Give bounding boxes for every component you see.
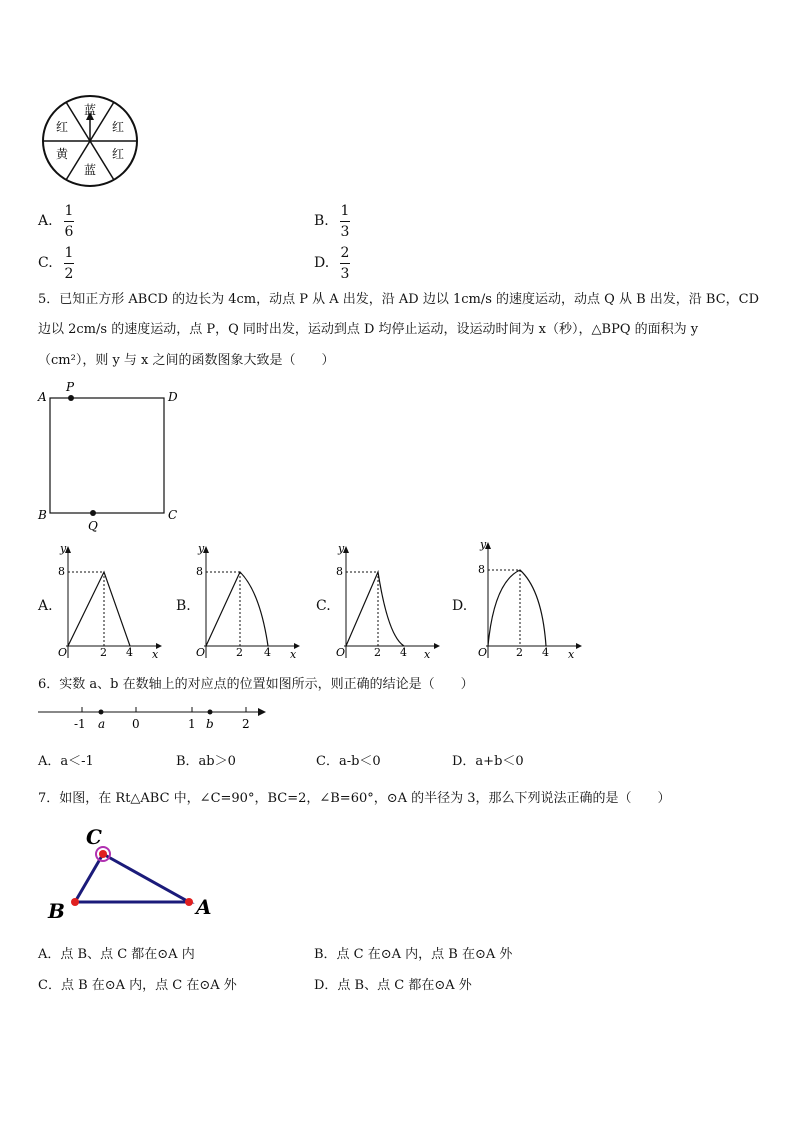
svg-text:O: O — [196, 646, 206, 659]
fraction — [64, 245, 74, 282]
denominator: 2 — [64, 266, 74, 282]
svg-text:O: O — [478, 646, 488, 659]
svg-text:x: x — [290, 648, 297, 661]
vertex-label-b: B — [38, 508, 47, 522]
svg-text:2: 2 — [516, 646, 523, 659]
svg-text:-1: -1 — [74, 717, 86, 731]
svg-text:2: 2 — [100, 646, 107, 659]
q6-stem: 6．实数 a、b 在数轴上的对应点的位置如图所示，则正确的结论是（ ） — [38, 677, 474, 692]
svg-text:8: 8 — [478, 563, 485, 576]
numerator: 1 — [340, 203, 350, 219]
svg-text:8: 8 — [196, 565, 203, 578]
sector-label: 黄 — [55, 147, 69, 161]
q5-stem-line3: （cm²），则 y 与 x 之间的函数图象大致是（ ） — [38, 353, 335, 368]
svg-text:2: 2 — [242, 717, 250, 731]
numerator: 1 — [64, 245, 74, 261]
option-letter: A. — [38, 213, 53, 229]
svg-text:8: 8 — [58, 565, 65, 578]
sector-label: 红 — [111, 147, 125, 161]
q7-stem: 7．如图，在 Rt△ABC 中，∠C=90°，BC=2，∠B=60°，⊙A 的半径为 3，那么下列说法正确的是（ ） — [38, 791, 671, 806]
svg-text:2: 2 — [374, 646, 381, 659]
svg-text:y: y — [198, 542, 205, 555]
svg-text:1: 1 — [188, 717, 196, 731]
svg-text:4: 4 — [264, 646, 271, 659]
svg-text:4: 4 — [542, 646, 549, 659]
denominator: 3 — [340, 266, 350, 282]
sector-label: 蓝 — [83, 163, 97, 177]
sector-label: 蓝 — [83, 103, 97, 117]
denominator: 6 — [64, 224, 74, 240]
option-a: A．点 B、点 C 都在⊙A 内 — [38, 947, 195, 962]
option-d: D．a+b＜0 — [452, 754, 524, 769]
point-label-q: Q — [88, 519, 98, 532]
option-letter: D. — [314, 255, 330, 271]
svg-text:2: 2 — [236, 646, 243, 659]
q5-stem-line1: 5．已知正方形 ABCD 的边长为 4cm，动点 P 从 A 出发，沿 AD 边以 1cm/s 的速度运动，动点 Q 从 B 出发，沿 BC，CD — [38, 292, 760, 307]
graph-option-c — [334, 540, 446, 662]
option-letter: D. — [452, 598, 468, 614]
svg-text:x: x — [152, 648, 159, 661]
square-abcd-figure — [34, 380, 184, 532]
option-b: B．点 C 在⊙A 内，点 B 在⊙A 外 — [314, 947, 513, 962]
graph-option-d — [476, 536, 588, 662]
graph-option-b — [194, 540, 306, 662]
number-line-figure — [34, 700, 274, 736]
option-a: A．a＜-1 — [38, 754, 94, 769]
svg-text:O: O — [336, 646, 346, 659]
svg-text:0: 0 — [132, 717, 140, 731]
svg-text:x: x — [424, 648, 431, 661]
option-c: C．a-b＜0 — [316, 754, 381, 769]
fraction — [64, 203, 74, 240]
option-b: B．ab＞0 — [176, 754, 236, 769]
option-letter: B. — [176, 598, 191, 614]
option-c: C．点 B 在⊙A 内，点 C 在⊙A 外 — [38, 978, 237, 993]
svg-text:4: 4 — [400, 646, 407, 659]
option-d: D．点 B、点 C 都在⊙A 外 — [314, 978, 472, 993]
svg-text:4: 4 — [126, 646, 133, 659]
svg-text:8: 8 — [336, 565, 343, 578]
option-letter: C. — [316, 598, 331, 614]
svg-text:a: a — [98, 717, 106, 731]
svg-text:y: y — [60, 542, 67, 555]
sector-label: 红 — [111, 120, 125, 134]
svg-text:y: y — [480, 538, 487, 551]
fraction — [340, 245, 350, 282]
q5-stem-line2: 边以 2cm/s 的速度运动，点 P，Q 同时出发，运动到点 D 均停止运动，设运动时间为 x（秒），△BPQ 的面积为 y — [38, 322, 699, 337]
svg-text:O: O — [58, 646, 68, 659]
vertex-label-c: C — [168, 508, 178, 522]
point-label-p: P — [66, 380, 75, 394]
vertex-label-a: A — [38, 390, 47, 404]
numerator: 1 — [64, 203, 74, 219]
svg-text:y: y — [338, 542, 345, 555]
option-letter: B. — [314, 213, 329, 229]
option-letter: C. — [38, 255, 53, 271]
fraction — [340, 203, 350, 240]
vertex-label-b: B — [48, 899, 65, 923]
vertex-label-c: C — [86, 825, 102, 849]
denominator: 3 — [340, 224, 350, 240]
graph-option-a — [56, 540, 168, 662]
sector-label: 红 — [55, 120, 69, 134]
vertex-label-d: D — [168, 390, 178, 404]
triangle-abc-figure — [40, 818, 220, 926]
svg-text:x: x — [568, 648, 575, 661]
spinner-figure — [40, 94, 142, 189]
option-letter: A. — [38, 598, 53, 614]
numerator: 2 — [340, 245, 350, 261]
vertex-label-a: A — [196, 895, 212, 919]
svg-text:b: b — [206, 717, 214, 731]
